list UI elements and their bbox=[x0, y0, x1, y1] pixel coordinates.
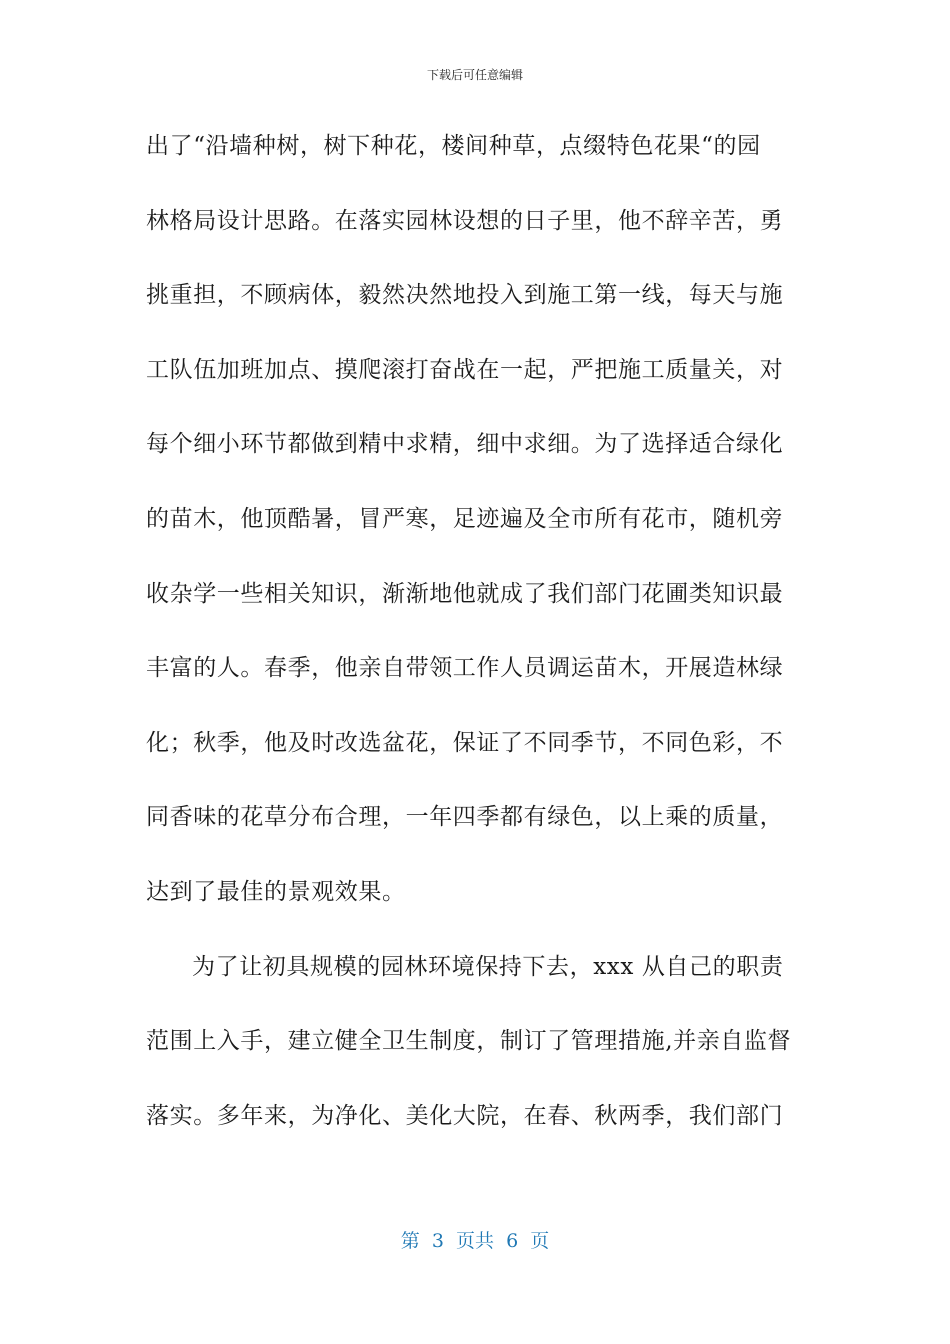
text-line: 同香味的花草分布合理，一年四季都有绿色，以上乘的质量， bbox=[146, 804, 784, 831]
text-line: 落实。多年来，为净化、美化大院，在春、秋两季，我们部门 bbox=[146, 1102, 784, 1129]
page-header: 下载后可任意编辑 bbox=[426, 68, 523, 82]
text-line: 林格局设计思路。在落实园林设想的日子里，他不辞辛苦，勇 bbox=[146, 207, 784, 234]
paragraph-start-line: 为了让初具规模的园林环境保持下去，xxx 从自己的职责 bbox=[192, 953, 784, 980]
text-line: 范围上入手，建立健全卫生制度，制订了管理措施,并亲自监督 bbox=[146, 1028, 792, 1055]
text-line: 的苗木，他顶酷暑，冒严寒，足迹遍及全市所有花市，随机旁 bbox=[146, 505, 784, 532]
text-line: 挑重担，不顾病体，毅然决然地投入到施工第一线，每天与施 bbox=[146, 282, 784, 309]
body-text bbox=[146, 118, 806, 1162]
text-line: 收杂学一些相关知识，渐渐地他就成了我们部门花圃类知识最 bbox=[146, 580, 784, 607]
page-number-footer: 第 3 页共 6 页 bbox=[400, 1230, 550, 1252]
text-line: 达到了最佳的景观效果。 bbox=[146, 878, 406, 905]
text-line: 出了“沿墙种树，树下种花，楼间种草，点缀特色花果“的园 bbox=[146, 133, 761, 159]
text-line: 工队伍加班加点、摸爬滚打奋战在一起，严把施工质量关，对 bbox=[146, 356, 784, 383]
text-line: 每个细小环节都做到精中求精，细中求细。为了选择适合绿化 bbox=[146, 431, 784, 458]
text-line: 化；秋季，他及时改选盆花，保证了不同季节，不同色彩，不 bbox=[146, 729, 784, 756]
text-line: 丰富的人。春季，他亲自带领工作人员调运苗木，开展造林绿 bbox=[146, 655, 784, 682]
